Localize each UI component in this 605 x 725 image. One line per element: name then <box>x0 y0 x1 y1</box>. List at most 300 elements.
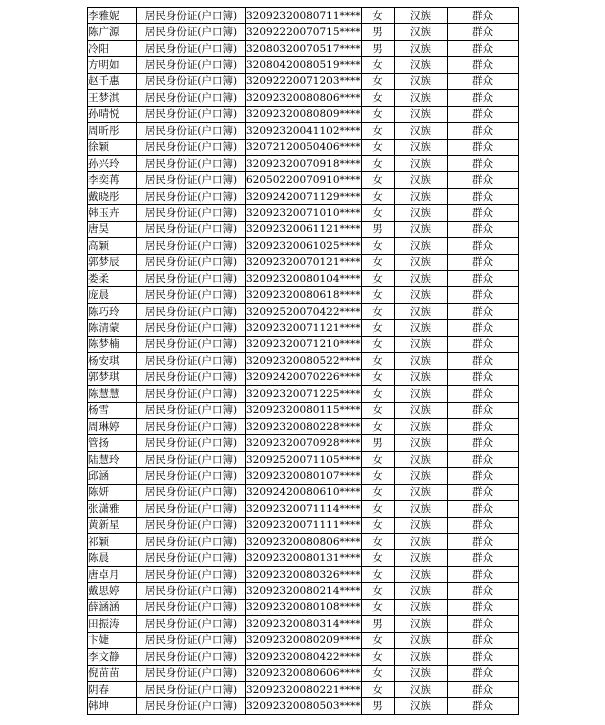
id-type-cell: 居民身份证(户口簿) <box>137 435 246 451</box>
id-type-cell: 居民身份证(户口簿) <box>137 188 246 204</box>
student-name-cell: 韩玉卉 <box>88 205 137 221</box>
id-number-cell: 32092320071210**** <box>246 336 362 352</box>
id-number-cell: 32092320080228**** <box>246 418 362 434</box>
ethnicity-cell: 汉族 <box>394 123 447 139</box>
table-row <box>88 468 519 484</box>
table-row <box>88 566 519 582</box>
political-status-cell: 群众 <box>447 402 518 418</box>
gender-cell: 女 <box>361 649 394 665</box>
id-type-cell: 居民身份证(户口簿) <box>137 106 246 122</box>
id-number-cell: 32092320080214**** <box>246 583 362 599</box>
student-name-cell: 郭梦琪 <box>88 369 137 385</box>
gender-cell: 女 <box>361 172 394 188</box>
id-type-cell: 居民身份证(户口簿) <box>137 205 246 221</box>
ethnicity-cell: 汉族 <box>394 534 447 550</box>
id-number-cell: 32092320080104**** <box>246 271 362 287</box>
political-status-cell: 群众 <box>447 254 518 270</box>
id-type-cell: 居民身份证(户口簿) <box>137 73 246 89</box>
political-status-cell: 群众 <box>447 205 518 221</box>
gender-cell: 女 <box>361 484 394 500</box>
id-number-cell: 32092220071203**** <box>246 73 362 89</box>
table-row <box>88 24 519 40</box>
id-number-cell: 32092320080108**** <box>246 599 362 615</box>
id-number-cell: 32092420071129**** <box>246 188 362 204</box>
ethnicity-cell: 汉族 <box>394 172 447 188</box>
ethnicity-cell: 汉族 <box>394 24 447 40</box>
id-type-cell: 居民身份证(户口簿) <box>137 8 246 24</box>
table-row <box>88 155 519 171</box>
student-name-cell: 陆慧玲 <box>88 451 137 467</box>
student-name-cell: 冷阳 <box>88 40 137 56</box>
political-status-cell: 群众 <box>447 616 518 632</box>
id-type-cell: 居民身份证(户口簿) <box>137 681 246 697</box>
ethnicity-cell: 汉族 <box>394 320 447 336</box>
table-row <box>88 123 519 139</box>
political-status-cell: 群众 <box>447 550 518 566</box>
id-type-cell: 居民身份证(户口簿) <box>137 649 246 665</box>
student-name-cell: 方明如 <box>88 57 137 73</box>
table-row <box>88 534 519 550</box>
ethnicity-cell: 汉族 <box>394 566 447 582</box>
id-type-cell: 居民身份证(户口簿) <box>137 57 246 73</box>
gender-cell: 女 <box>361 369 394 385</box>
table-row <box>88 369 519 385</box>
id-type-cell: 居民身份证(户口簿) <box>137 550 246 566</box>
id-type-cell: 居民身份证(户口簿) <box>137 353 246 369</box>
table-row <box>88 681 519 697</box>
table-row <box>88 583 519 599</box>
political-status-cell: 群众 <box>447 90 518 106</box>
student-name-cell: 管扬 <box>88 435 137 451</box>
id-number-cell: 32092420070226**** <box>246 369 362 385</box>
ethnicity-cell: 汉族 <box>394 418 447 434</box>
ethnicity-cell: 汉族 <box>394 386 447 402</box>
political-status-cell: 群众 <box>447 451 518 467</box>
student-name-cell: 戴晓彤 <box>88 188 137 204</box>
id-type-cell: 居民身份证(户口簿) <box>137 320 246 336</box>
gender-cell: 男 <box>361 40 394 56</box>
id-number-cell: 32092320080422**** <box>246 649 362 665</box>
political-status-cell: 群众 <box>447 123 518 139</box>
table-row <box>88 172 519 188</box>
id-type-cell: 居民身份证(户口簿) <box>137 468 246 484</box>
gender-cell: 女 <box>361 386 394 402</box>
political-status-cell: 群众 <box>447 418 518 434</box>
id-number-cell: 32092320071225**** <box>246 386 362 402</box>
id-type-cell: 居民身份证(户口簿) <box>137 123 246 139</box>
gender-cell: 女 <box>361 271 394 287</box>
political-status-cell: 群众 <box>447 155 518 171</box>
gender-cell: 女 <box>361 353 394 369</box>
political-status-cell: 群众 <box>447 24 518 40</box>
gender-cell: 女 <box>361 566 394 582</box>
id-number-cell: 32092320080503**** <box>246 698 362 714</box>
id-type-cell: 居民身份证(户口簿) <box>137 155 246 171</box>
student-name-cell: 孙晴悦 <box>88 106 137 122</box>
gender-cell: 女 <box>361 139 394 155</box>
gender-cell: 男 <box>361 221 394 237</box>
student-name-cell: 徐颖 <box>88 139 137 155</box>
table-row <box>88 254 519 270</box>
id-type-cell: 居民身份证(户口簿) <box>137 139 246 155</box>
id-number-cell: 32092320080326**** <box>246 566 362 582</box>
id-number-cell: 32092320080618**** <box>246 287 362 303</box>
gender-cell: 女 <box>361 681 394 697</box>
ethnicity-cell: 汉族 <box>394 57 447 73</box>
table-row <box>88 188 519 204</box>
id-type-cell: 居民身份证(户口簿) <box>137 583 246 599</box>
student-name-cell: 戴思婷 <box>88 583 137 599</box>
student-name-cell: 唐昊 <box>88 221 137 237</box>
student-name-cell: 张潇雅 <box>88 501 137 517</box>
table-row <box>88 336 519 352</box>
ethnicity-cell: 汉族 <box>394 583 447 599</box>
ethnicity-cell: 汉族 <box>394 221 447 237</box>
ethnicity-cell: 汉族 <box>394 40 447 56</box>
ethnicity-cell: 汉族 <box>394 106 447 122</box>
table-row <box>88 616 519 632</box>
political-status-cell: 群众 <box>447 221 518 237</box>
student-name-cell: 陈妍 <box>88 484 137 500</box>
ethnicity-cell: 汉族 <box>394 336 447 352</box>
gender-cell: 男 <box>361 435 394 451</box>
gender-cell: 女 <box>361 451 394 467</box>
id-number-cell: 32092320071010**** <box>246 205 362 221</box>
id-type-cell: 居民身份证(户口簿) <box>137 90 246 106</box>
ethnicity-cell: 汉族 <box>394 402 447 418</box>
ethnicity-cell: 汉族 <box>394 484 447 500</box>
ethnicity-cell: 汉族 <box>394 369 447 385</box>
political-status-cell: 群众 <box>447 320 518 336</box>
gender-cell: 女 <box>361 254 394 270</box>
id-type-cell: 居民身份证(户口簿) <box>137 172 246 188</box>
gender-cell: 女 <box>361 155 394 171</box>
table-row <box>88 221 519 237</box>
student-name-cell: 郭梦辰 <box>88 254 137 270</box>
ethnicity-cell: 汉族 <box>394 501 447 517</box>
gender-cell: 女 <box>361 665 394 681</box>
id-number-cell: 32092320070121**** <box>246 254 362 270</box>
table-row <box>88 320 519 336</box>
political-status-cell: 群众 <box>447 665 518 681</box>
gender-cell: 女 <box>361 320 394 336</box>
table-row <box>88 205 519 221</box>
political-status-cell: 群众 <box>447 517 518 533</box>
student-name-cell: 陈慧慧 <box>88 386 137 402</box>
political-status-cell: 群众 <box>447 238 518 254</box>
political-status-cell: 群众 <box>447 534 518 550</box>
political-status-cell: 群众 <box>447 40 518 56</box>
gender-cell: 女 <box>361 205 394 221</box>
gender-cell: 女 <box>361 106 394 122</box>
student-name-cell: 薛涵涵 <box>88 599 137 615</box>
id-type-cell: 居民身份证(户口簿) <box>137 534 246 550</box>
id-type-cell: 居民身份证(户口簿) <box>137 632 246 648</box>
political-status-cell: 群众 <box>447 57 518 73</box>
table-row <box>88 303 519 319</box>
gender-cell: 女 <box>361 418 394 434</box>
id-number-cell: 32092320080107**** <box>246 468 362 484</box>
ethnicity-cell: 汉族 <box>394 468 447 484</box>
id-number-cell: 32092320070928**** <box>246 435 362 451</box>
id-number-cell: 32092420080610**** <box>246 484 362 500</box>
political-status-cell: 群众 <box>447 501 518 517</box>
ethnicity-cell: 汉族 <box>394 698 447 714</box>
id-number-cell: 32092320080115**** <box>246 402 362 418</box>
ethnicity-cell: 汉族 <box>394 254 447 270</box>
student-name-cell: 祁颖 <box>88 534 137 550</box>
ethnicity-cell: 汉族 <box>394 205 447 221</box>
table-row <box>88 698 519 714</box>
id-number-cell: 32092320071111**** <box>246 517 362 533</box>
political-status-cell: 群众 <box>447 73 518 89</box>
table-row <box>88 665 519 681</box>
political-status-cell: 群众 <box>447 484 518 500</box>
gender-cell: 女 <box>361 90 394 106</box>
student-name-cell: 李奕苒 <box>88 172 137 188</box>
id-number-cell: 32092320071114**** <box>246 501 362 517</box>
table-row <box>88 418 519 434</box>
student-name-cell: 孙兴玲 <box>88 155 137 171</box>
id-type-cell: 居民身份证(户口簿) <box>137 369 246 385</box>
gender-cell: 女 <box>361 599 394 615</box>
table-row <box>88 73 519 89</box>
id-type-cell: 居民身份证(户口簿) <box>137 418 246 434</box>
gender-cell: 女 <box>361 73 394 89</box>
political-status-cell: 群众 <box>447 599 518 615</box>
id-number-cell: 32092320061025**** <box>246 238 362 254</box>
id-type-cell: 居民身份证(户口簿) <box>137 698 246 714</box>
gender-cell: 女 <box>361 303 394 319</box>
ethnicity-cell: 汉族 <box>394 238 447 254</box>
ethnicity-cell: 汉族 <box>394 155 447 171</box>
id-number-cell: 32080320070517**** <box>246 40 362 56</box>
gender-cell: 女 <box>361 583 394 599</box>
gender-cell: 男 <box>361 616 394 632</box>
table-row <box>88 287 519 303</box>
table-row <box>88 484 519 500</box>
political-status-cell: 群众 <box>447 583 518 599</box>
table-row <box>88 435 519 451</box>
id-number-cell: 32092320080221**** <box>246 681 362 697</box>
id-type-cell: 居民身份证(户口簿) <box>137 254 246 270</box>
id-number-cell: 32092320071121**** <box>246 320 362 336</box>
political-status-cell: 群众 <box>447 681 518 697</box>
id-number-cell: 32092320041102**** <box>246 123 362 139</box>
id-number-cell: 32092320080711**** <box>246 8 362 24</box>
gender-cell: 女 <box>361 501 394 517</box>
ethnicity-cell: 汉族 <box>394 649 447 665</box>
student-name-cell: 杨雪 <box>88 402 137 418</box>
id-number-cell: 32092520071105**** <box>246 451 362 467</box>
ethnicity-cell: 汉族 <box>394 73 447 89</box>
student-name-cell: 高颖 <box>88 238 137 254</box>
gender-cell: 女 <box>361 8 394 24</box>
ethnicity-cell: 汉族 <box>394 517 447 533</box>
id-type-cell: 居民身份证(户口簿) <box>137 599 246 615</box>
gender-cell: 女 <box>361 468 394 484</box>
gender-cell: 女 <box>361 287 394 303</box>
id-number-cell: 32080420080519**** <box>246 57 362 73</box>
political-status-cell: 群众 <box>447 287 518 303</box>
student-name-cell: 陈巧玲 <box>88 303 137 319</box>
ethnicity-cell: 汉族 <box>394 435 447 451</box>
ethnicity-cell: 汉族 <box>394 287 447 303</box>
table-row <box>88 238 519 254</box>
id-type-cell: 居民身份证(户口簿) <box>137 303 246 319</box>
id-type-cell: 居民身份证(户口簿) <box>137 271 246 287</box>
id-type-cell: 居民身份证(户口簿) <box>137 665 246 681</box>
student-name-cell: 陈清蒙 <box>88 320 137 336</box>
political-status-cell: 群众 <box>447 369 518 385</box>
student-name-cell: 唐卓月 <box>88 566 137 582</box>
id-type-cell: 居民身份证(户口簿) <box>137 221 246 237</box>
gender-cell: 女 <box>361 402 394 418</box>
student-name-cell: 赵千惠 <box>88 73 137 89</box>
student-name-cell: 李文静 <box>88 649 137 665</box>
political-status-cell: 群众 <box>447 106 518 122</box>
gender-cell: 男 <box>361 24 394 40</box>
gender-cell: 男 <box>361 698 394 714</box>
student-name-cell: 娄柔 <box>88 271 137 287</box>
gender-cell: 女 <box>361 57 394 73</box>
political-status-cell: 群众 <box>447 435 518 451</box>
gender-cell: 女 <box>361 123 394 139</box>
table-row <box>88 501 519 517</box>
id-number-cell: 32092320080606**** <box>246 665 362 681</box>
id-type-cell: 居民身份证(户口簿) <box>137 501 246 517</box>
table-row <box>88 550 519 566</box>
id-type-cell: 居民身份证(户口簿) <box>137 484 246 500</box>
id-type-cell: 居民身份证(户口簿) <box>137 336 246 352</box>
id-number-cell: 32092320070918**** <box>246 155 362 171</box>
political-status-cell: 群众 <box>447 386 518 402</box>
table-row <box>88 451 519 467</box>
political-status-cell: 群众 <box>447 172 518 188</box>
student-name-cell: 王梦淇 <box>88 90 137 106</box>
ethnicity-cell: 汉族 <box>394 681 447 697</box>
table-row <box>88 517 519 533</box>
ethnicity-cell: 汉族 <box>394 271 447 287</box>
student-name-cell: 黄新星 <box>88 517 137 533</box>
table-row <box>88 40 519 56</box>
ethnicity-cell: 汉族 <box>394 303 447 319</box>
student-name-cell: 周琳婷 <box>88 418 137 434</box>
id-number-cell: 32092220070715**** <box>246 24 362 40</box>
id-number-cell: 32092320080806**** <box>246 90 362 106</box>
ethnicity-cell: 汉族 <box>394 599 447 615</box>
id-number-cell: 32092520070422**** <box>246 303 362 319</box>
student-name-cell: 周昕彤 <box>88 123 137 139</box>
student-name-cell: 阴春 <box>88 681 137 697</box>
ethnicity-cell: 汉族 <box>394 451 447 467</box>
student-name-cell: 陈广源 <box>88 24 137 40</box>
student-name-cell: 邱涵 <box>88 468 137 484</box>
table-row <box>88 90 519 106</box>
table-row <box>88 353 519 369</box>
student-name-cell: 李雅妮 <box>88 8 137 24</box>
student-name-cell: 陈晨 <box>88 550 137 566</box>
roster-table-body <box>88 8 519 715</box>
gender-cell: 女 <box>361 517 394 533</box>
political-status-cell: 群众 <box>447 139 518 155</box>
political-status-cell: 群众 <box>447 336 518 352</box>
ethnicity-cell: 汉族 <box>394 188 447 204</box>
id-type-cell: 居民身份证(户口簿) <box>137 566 246 582</box>
ethnicity-cell: 汉族 <box>394 632 447 648</box>
gender-cell: 女 <box>361 336 394 352</box>
id-number-cell: 32072120050406**** <box>246 139 362 155</box>
id-number-cell: 32092320080809**** <box>246 106 362 122</box>
student-name-cell: 倪苗苗 <box>88 665 137 681</box>
id-number-cell: 32092320080209**** <box>246 632 362 648</box>
id-number-cell: 62050220070910**** <box>246 172 362 188</box>
table-row <box>88 402 519 418</box>
id-type-cell: 居民身份证(户口簿) <box>137 40 246 56</box>
ethnicity-cell: 汉族 <box>394 90 447 106</box>
id-number-cell: 32092320061121**** <box>246 221 362 237</box>
ethnicity-cell: 汉族 <box>394 139 447 155</box>
student-name-cell: 韩坤 <box>88 698 137 714</box>
table-row <box>88 57 519 73</box>
political-status-cell: 群众 <box>447 632 518 648</box>
student-name-cell: 陈梦楠 <box>88 336 137 352</box>
id-number-cell: 32092320080806**** <box>246 534 362 550</box>
table-row <box>88 271 519 287</box>
table-row <box>88 599 519 615</box>
student-name-cell: 卞婕 <box>88 632 137 648</box>
ethnicity-cell: 汉族 <box>394 665 447 681</box>
id-number-cell: 32092320080522**** <box>246 353 362 369</box>
political-status-cell: 群众 <box>447 188 518 204</box>
table-row <box>88 8 519 24</box>
id-number-cell: 32092320080314**** <box>246 616 362 632</box>
gender-cell: 女 <box>361 550 394 566</box>
id-type-cell: 居民身份证(户口簿) <box>137 616 246 632</box>
id-type-cell: 居民身份证(户口簿) <box>137 287 246 303</box>
ethnicity-cell: 汉族 <box>394 616 447 632</box>
gender-cell: 女 <box>361 534 394 550</box>
id-type-cell: 居民身份证(户口簿) <box>137 402 246 418</box>
id-type-cell: 居民身份证(户口簿) <box>137 517 246 533</box>
table-row <box>88 632 519 648</box>
political-status-cell: 群众 <box>447 8 518 24</box>
id-type-cell: 居民身份证(户口簿) <box>137 386 246 402</box>
id-type-cell: 居民身份证(户口簿) <box>137 24 246 40</box>
political-status-cell: 群众 <box>447 649 518 665</box>
gender-cell: 女 <box>361 238 394 254</box>
student-name-cell: 杨安琪 <box>88 353 137 369</box>
political-status-cell: 群众 <box>447 566 518 582</box>
table-row <box>88 386 519 402</box>
table-row <box>88 139 519 155</box>
political-status-cell: 群众 <box>447 698 518 714</box>
table-row <box>88 106 519 122</box>
political-status-cell: 群众 <box>447 303 518 319</box>
id-type-cell: 居民身份证(户口簿) <box>137 451 246 467</box>
political-status-cell: 群众 <box>447 353 518 369</box>
political-status-cell: 群众 <box>447 468 518 484</box>
gender-cell: 女 <box>361 188 394 204</box>
student-name-cell: 田振涛 <box>88 616 137 632</box>
ethnicity-cell: 汉族 <box>394 353 447 369</box>
political-status-cell: 群众 <box>447 271 518 287</box>
ethnicity-cell: 汉族 <box>394 8 447 24</box>
table-row <box>88 649 519 665</box>
student-name-cell: 庞晨 <box>88 287 137 303</box>
roster-table <box>87 7 519 715</box>
gender-cell: 女 <box>361 632 394 648</box>
